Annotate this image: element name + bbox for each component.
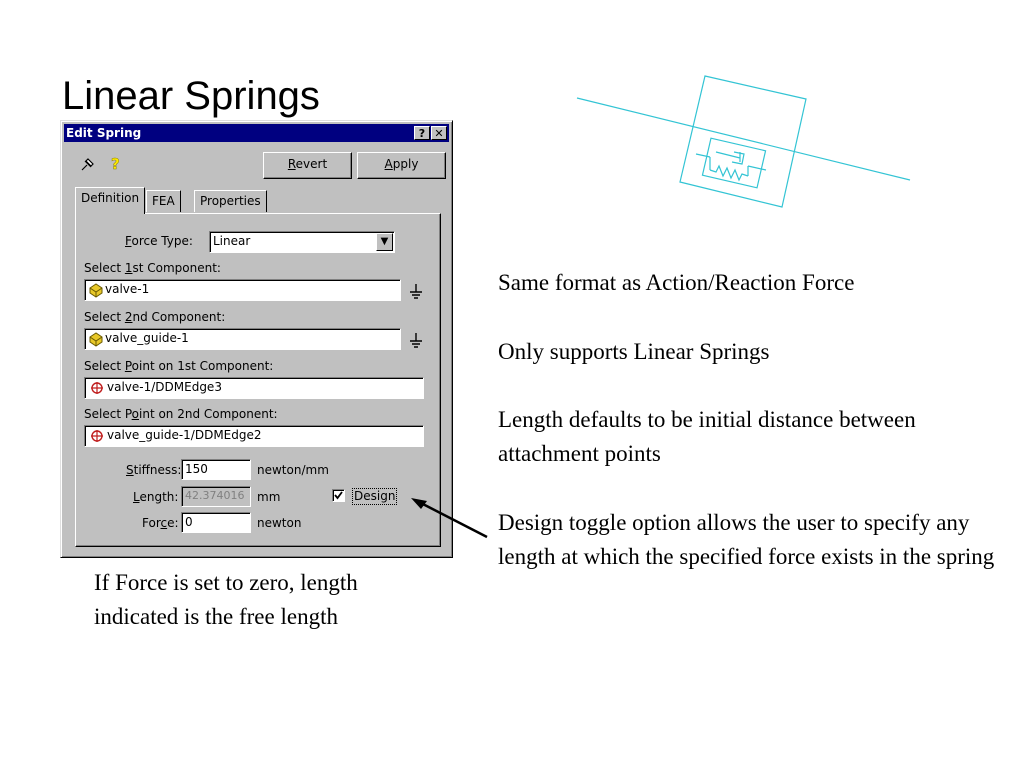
force-label-post: e: [167, 516, 179, 530]
apply-button[interactable] [357, 152, 446, 179]
checkmark-icon [333, 490, 344, 501]
force-type-value: Linear [213, 234, 251, 248]
force-type-label-accel: F [125, 234, 132, 248]
tab-properties[interactable]: Properties [194, 190, 267, 212]
stiffness-unit: newton/mm [257, 463, 329, 477]
force-unit: newton [257, 516, 302, 530]
spring-schematic-diagram [570, 70, 920, 220]
schematic-axis-line [577, 98, 910, 180]
schematic-end-leads [696, 154, 766, 170]
point1-label-pre: Select [84, 359, 125, 373]
force-label-accel: c [160, 516, 168, 530]
revert-button[interactable] [263, 152, 352, 179]
pin-icon[interactable] [79, 155, 97, 173]
point-first-field[interactable] [84, 377, 424, 399]
definition-panel [75, 213, 441, 547]
comp2-label-accel: 2 [124, 310, 133, 324]
select-second-component-label [84, 310, 225, 324]
first-component-field[interactable] [84, 279, 401, 301]
svg-text:?: ? [111, 155, 120, 173]
ground-icon[interactable] [408, 283, 424, 299]
first-component-value: valve-1 [105, 282, 150, 296]
dialog-titlebar[interactable] [64, 124, 449, 142]
slide-title: Linear Springs [62, 74, 320, 118]
stiffness-label-post: tiffness: [133, 463, 182, 477]
close-button[interactable]: ✕ [431, 126, 447, 140]
crosshair-point-icon [90, 381, 104, 395]
apply-label-accel: A [384, 157, 393, 171]
help-button[interactable]: ? [414, 126, 430, 140]
revert-label-post: evert [295, 157, 328, 171]
comp2-label-pre: Select [84, 310, 125, 324]
note-same-format: Same format as Action/Reaction Force [498, 270, 855, 295]
point-second-value: valve_guide-1/DDMEdge2 [107, 428, 262, 442]
force-type-label [125, 234, 193, 248]
comp1-label-accel: 1 [124, 261, 133, 275]
force-label [142, 516, 179, 530]
length-label-post: ength: [139, 490, 179, 504]
dialog-title: Edit Spring [66, 126, 142, 140]
length-input: 42.374016 [181, 486, 251, 507]
question-help-icon[interactable] [109, 154, 123, 174]
force-type-select[interactable] [209, 231, 395, 253]
point-first-value: valve-1/DDMEdge3 [107, 380, 222, 394]
pointer-arrow [405, 495, 495, 545]
stiffness-label-accel: S [126, 463, 134, 477]
length-label-accel: L [133, 490, 140, 504]
length-label [133, 490, 178, 504]
part-icon [88, 282, 104, 298]
force-label-pre: For [142, 516, 161, 530]
tab-definition[interactable]: Definition [75, 187, 145, 214]
second-component-value: valve_guide-1 [105, 331, 189, 345]
comp1-label-post: st Component: [132, 261, 221, 275]
edit-spring-dialog [60, 120, 453, 558]
part-icon [88, 331, 104, 347]
tab-fea[interactable]: FEA [146, 190, 181, 212]
point2-label-pre: Select P [84, 407, 132, 421]
force-type-label-post: orce Type: [131, 234, 193, 248]
select-point-first-label [84, 359, 273, 373]
force-input[interactable]: 0 [181, 512, 251, 533]
point1-label-accel: P [124, 359, 132, 373]
point1-label-post: oint on 1st Component: [131, 359, 274, 373]
design-checkbox[interactable] [332, 489, 345, 502]
revert-label-accel: R [287, 157, 296, 171]
select-point-second-label [84, 407, 278, 421]
stiffness-label [126, 463, 181, 477]
note-design-toggle: Design toggle option allows the user to specify any length at which the specified force exists in the spring [498, 510, 995, 569]
second-component-field[interactable] [84, 328, 401, 350]
caption-force-zero: If Force is set to zero, length indicated is the free length [94, 570, 358, 629]
note-length-defaults: Length defaults to be initial distance between attachment points [498, 407, 916, 466]
note-only-linear: Only supports Linear Springs [498, 339, 770, 364]
ground-icon[interactable] [408, 332, 424, 348]
crosshair-point-icon [90, 429, 104, 443]
comp2-label-post: nd Component: [132, 310, 226, 324]
point2-label-accel: o [131, 407, 139, 421]
damper-icon [716, 152, 744, 164]
select-first-component-label [84, 261, 221, 275]
dropdown-arrow-icon[interactable]: ▼ [376, 233, 393, 251]
length-unit: mm [257, 490, 281, 504]
point-second-field[interactable] [84, 425, 424, 447]
point2-label-post: int on 2nd Component: [139, 407, 278, 421]
comp1-label-pre: Select [84, 261, 125, 275]
stiffness-input[interactable]: 150 [181, 459, 251, 480]
design-label[interactable]: Design [354, 489, 396, 503]
schematic-outer-box [680, 76, 806, 207]
apply-label-post: pply [392, 157, 419, 171]
